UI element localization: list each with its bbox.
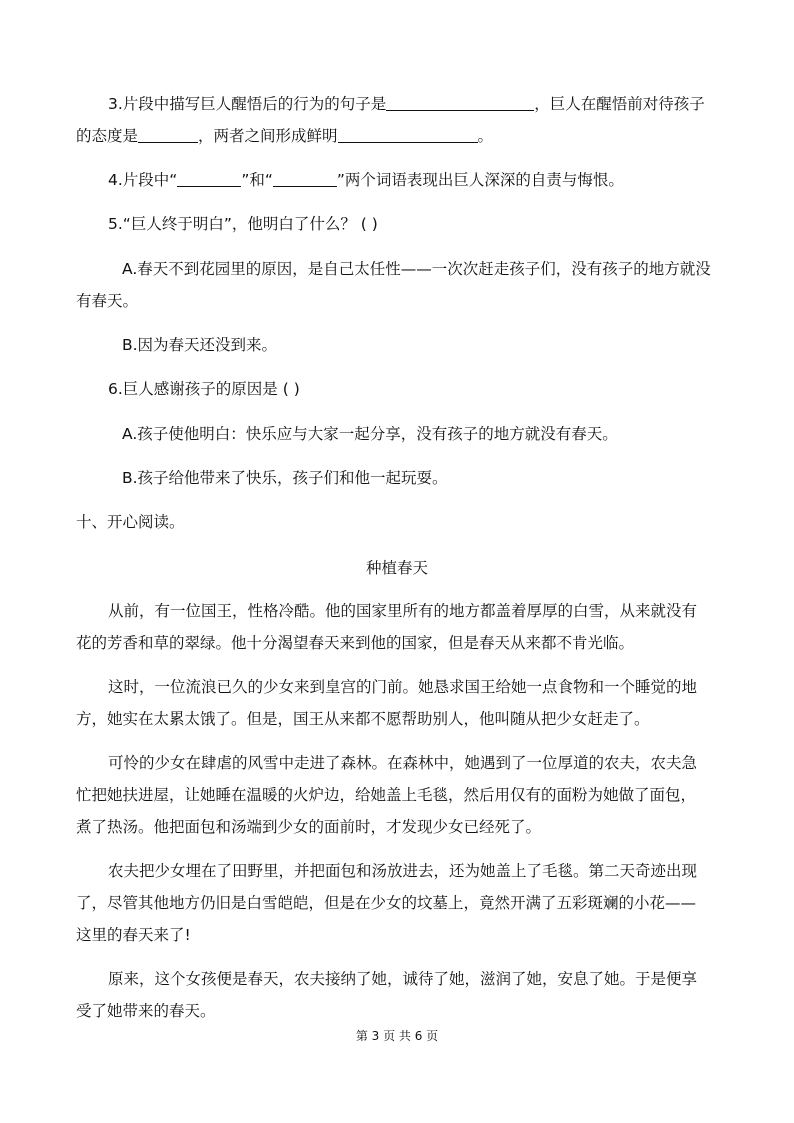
q5-stem: 5.“巨人终于明白”，他明白了什么？ ( ) [108, 215, 378, 233]
q3-line1-prefix: 3.片段中描写巨人醒悟后的行为的句子是 [108, 95, 387, 113]
paragraph-4-line-1: 农夫把少女埋在了田野里，并把面包和汤放进去，还为她盖上了毛毯。第二天奇迹出现 [108, 862, 698, 880]
q4-prefix: 4.片段中“ [108, 171, 178, 189]
q3-line2-prefix: 的态度是 [76, 127, 139, 145]
page-number: 第 3 页 共 6 页 [355, 1029, 439, 1043]
q3-line2 [76, 126, 493, 146]
q3-blank-contrast[interactable] [338, 126, 478, 143]
paragraph-2-line-1: 这时，一位流浪已久的少女来到皇宫的门前。她恳求国王给她一点食物和一个睡觉的地 [108, 678, 698, 696]
q4-line [108, 170, 624, 190]
passage-title: 种植春天 [365, 559, 428, 577]
q6-stem: 6.巨人感谢孩子的原因是 ( ) [108, 380, 300, 398]
section-heading: 十、开心阅读。 [76, 513, 185, 531]
paragraph-2-line-2: 方，她实在太累太饿了。但是，国王从来都不愿帮助别人，他叫随从把少女赶走了。 [76, 710, 650, 728]
q3-blank-behavior-sentence[interactable] [386, 94, 534, 111]
q4-blank-word-1[interactable] [177, 170, 241, 187]
q6-option-b: B.孩子给他带来了快乐，孩子们和他一起玩耍。 [122, 469, 448, 487]
q5-option-a-line1: A.春天不到花园里的原因，是自己太任性——一次次赶走孩子们，没有孩子的地方就没 [122, 260, 711, 278]
q5-option-a-line2: 有春天。 [76, 292, 139, 310]
q4-suffix: ”两个词语表现出巨人深深的自责与悔恨。 [336, 171, 624, 189]
q3-blank-attitude[interactable] [138, 126, 198, 143]
paragraph-1-line-1: 从前，有一位国王，性格冷酷。他的国家里所有的地方都盖着厚厚的白雪，从来就没有 [108, 602, 698, 620]
q4-middle: ”和“ [241, 171, 273, 189]
q3-line2-suffix: 。 [477, 127, 494, 145]
q5-option-b: B.因为春天还没到来。 [122, 336, 278, 354]
q3-line1-suffix: ，巨人在醒悟前对待孩子 [534, 95, 705, 113]
paragraph-4-line-2: 了，尽管其他地方仍旧是白雪皑皑，但是在少女的坟墓上，竟然开满了五彩斑斓的小花—— [76, 894, 697, 912]
paragraph-5-line-1: 原来，这个女孩便是春天，农夫接纳了她，诚待了她，滋润了她，安息了她。于是便享 [108, 970, 698, 988]
q3-line2-middle: ，两者之间形成鲜明 [198, 127, 338, 145]
paragraph-3-line-2: 忙把她扶进屋，让她睡在温暖的火炉边，给她盖上毛毯，然后用仅有的面粉为她做了面包， [76, 786, 697, 804]
paragraph-4-line-3: 这里的春天来了! [76, 926, 191, 944]
q4-blank-word-2[interactable] [273, 170, 337, 187]
q6-option-a: A.孩子使他明白：快乐应与大家一起分享，没有孩子的地方就没有春天。 [122, 425, 618, 443]
paragraph-5-line-2: 受了她带来的春天。 [76, 1002, 216, 1020]
paragraph-3-line-3: 煮了热汤。他把面包和汤端到少女的面前时，才发现少女已经死了。 [76, 818, 542, 836]
q3-line1 [108, 94, 705, 114]
paragraph-3-line-1: 可怜的少女在肆虐的风雪中走进了森林。在森林中，她遇到了一位厚道的农夫，农夫急 [108, 754, 698, 772]
paragraph-1-line-2: 花的芳香和草的翠绿。他十分渴望春天来到他的国家，但是春天从来都不肯光临。 [76, 634, 635, 652]
